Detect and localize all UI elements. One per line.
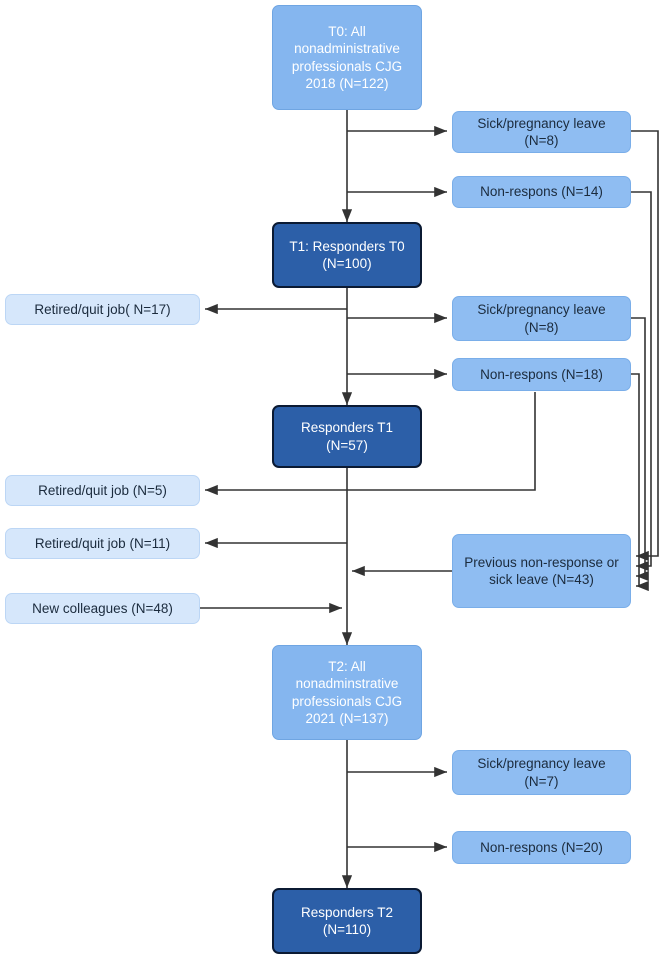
node-new-colleagues: New colleagues (N=48)	[5, 593, 200, 624]
node-responders-t2: Responders T2 (N=110)	[272, 888, 422, 954]
node-non-respons-t0: Non-respons (N=14)	[452, 176, 631, 208]
node-non-respons-t2: Non-respons (N=20)	[452, 831, 631, 864]
node-previous-nonresponse-or-sick-leave: Previous non-response or sick leave (N=43)	[452, 534, 631, 608]
node-retired-quit-job-5: Retired/quit job (N=5)	[5, 475, 200, 506]
node-t1-responders-t0: T1: Responders T0 (N=100)	[272, 222, 422, 288]
node-sick-pregnancy-leave-t1: Sick/pregnancy leave (N=8)	[452, 296, 631, 341]
node-retired-quit-job-17: Retired/quit job( N=17)	[5, 294, 200, 325]
node-responders-t1: Responders T1 (N=57)	[272, 405, 422, 468]
node-t2-all-professionals: T2: All nonadminstrative professionals CJG 2021 (N=137)	[272, 645, 422, 740]
node-sick-pregnancy-leave-t2: Sick/pregnancy leave (N=7)	[452, 750, 631, 795]
node-non-respons-t1: Non-respons (N=18)	[452, 358, 631, 391]
node-t0-all-professionals: T0: All nonadministrative professionals CJG 2018 (N=122)	[272, 5, 422, 110]
node-sick-pregnancy-leave-t0: Sick/pregnancy leave (N=8)	[452, 111, 631, 153]
node-retired-quit-job-11: Retired/quit job (N=11)	[5, 528, 200, 559]
